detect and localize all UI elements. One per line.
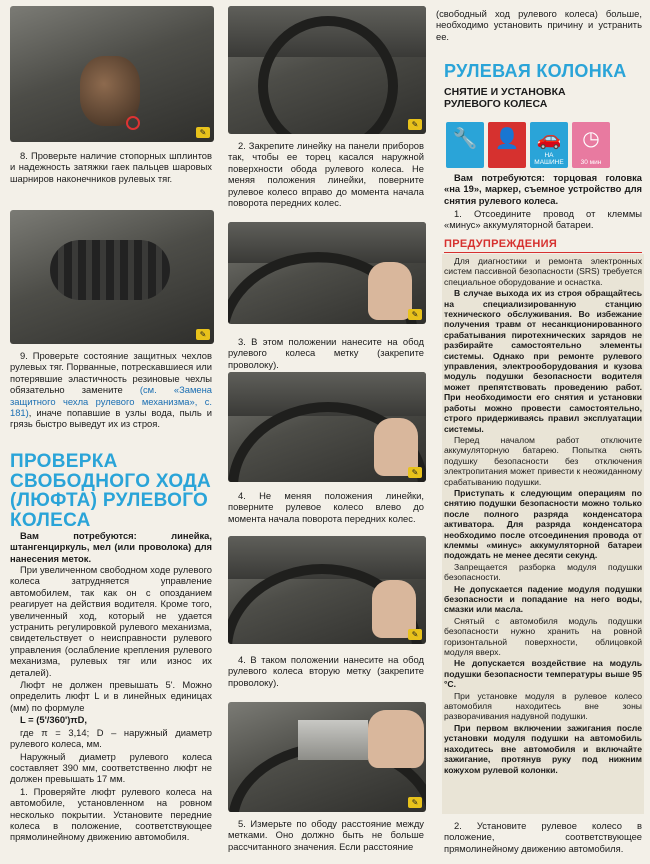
photo-ball-joint [10,6,214,142]
arrow-marker [126,116,140,130]
photo-steering-boot [10,210,214,344]
step-9: 9. Проверьте состояние защитных чехлов рулевых тяг. Порванные, потрескавшиеся или потерявшие эластичность резиновые чехлы обязательно замените (см. «Замена защитного чехла рулевого механизма», с. 181), иначе попавшие в узлы вода, пыль и грязь быстро выведут их из строя. [10,350,212,430]
tools-needed-column: Вам потребуются: торцовая головка «на 19», маркер, съемное устройство для снятия рулевого колеса. [444,172,642,206]
car-icon: 🚗 НА МАШИНЕ [530,122,568,168]
photo-ruler-right [228,222,426,324]
hand [368,262,412,320]
photo-ruler-left [228,536,426,644]
warning-9: При установке модуля в рулевое колесо автомобиля находитесь вне зоны разворачивания надувной подушки. [444,690,642,722]
warning-6: Не допускается падение модуля подушки безопасности и попадание на него воды, смазки или масла. [444,583,642,615]
wrench-badge-icon: ✎ [408,119,422,130]
caliper [298,720,368,760]
wrench-badge-icon: ✎ [196,127,210,138]
continued-text: (свободный ход рулевого колеса) больше, необходимо установить причину и устранить ее. [436,8,642,42]
wrench-badge-icon: ✎ [408,309,422,320]
warnings-title: ПРЕДУПРЕЖДЕНИЯ [444,238,558,250]
step-5: 5. Измерьте по ободу расстояние между метками. Оно должно быть не больше рассчитанного значения. Если расстояние [228,818,424,852]
rubber-boot [50,240,170,300]
photo-steering-wheel-1 [228,6,426,134]
step-2: 2. Закрепите линейку на панели приборов так, чтобы ее торец касался наружной поверхности обода рулевого колеса. Не меняя положения линейки, поверните рулевое колесо вправо до момента начала поворота передних колес. [228,140,424,209]
wrench-icon: 🔧 [446,122,484,168]
warning-10: При первом включении зажигания после установки модуля подушки на автомобиль находитесь вне автомобиля и включайте зажигание, протянув руку под нижним кожухом рулевой колонки. [444,722,642,775]
clock-icon: ◷ 30 мин [572,122,610,168]
warnings-text [444,256,642,776]
warning-1: Для диагностики и ремонта электронных систем пассивной безопасности (SRS) требуется специальное оборудование и оснастка. [444,256,642,287]
warning-8: Не допускается воздействие на модуль подушки безопасности температуры выше 95 °С. [444,658,642,690]
section-heading-steering-column: РУЛЕВАЯ КОЛОНКА [444,61,627,81]
warning-7: Снятый с автомобиля модуль подушки безопасности нужно хранить на ровной горизонтальной поверхности, облицовкой модуля вверх. [444,615,642,658]
step-4b: 4. В таком положении нанесите на обод рулевого колеса вторую метку (закрепите проволоку). [228,654,424,688]
para-limit: Люфт не должен превышать 5'. Можно определить люфт L и в линейных единицах (мм) по формуле [10,679,212,713]
para-pi: где π = 3,14; D – наружный диаметр рулевого колеса, мм. [10,726,212,750]
person-icon: 👤 [488,122,526,168]
wrench-badge-icon: ✎ [408,629,422,640]
warning-3: Перед началом работ отключите аккумуляторную батарею. Попытка снять подушку безопасности без отключения электропитания может привести к неожиданному срабатыванию подушки. [444,434,642,487]
tools-needed: Вам потребуются: линейка, штангенциркуль, мел (или проволока) для нанесения меток. [10,530,212,564]
photo-caliper [228,702,426,812]
step-2-wheel: 2. Установите рулевое колесо в положение, соответствующее прямолинейному движению автомобиля. [444,820,642,854]
photo-mark-1 [228,372,426,482]
step-3: 3. В этом положении нанесите на обод рулевого колеса метку (закрепите проволоку). [228,336,424,370]
wrench-badge-icon: ✎ [408,797,422,808]
para-freeplay: При увеличенном свободном ходе рулевого колеса затрудняется управление автомобилем, так как он с опозданием реагирует на действия водителя. Кроме того, увеличенный ход, который не удается устранить регулировкой рулевого механизма, свидетельствует о неисправности рулевого управления (ослабление крепления рулевого механизма, рулевых тяг или износ их деталей). [10,564,212,678]
wrench-badge-icon: ✎ [196,329,210,340]
step-8: 8. Проверьте наличие стопорных шплинтов и надежность затяжки гаек пальцев шаровых шарниров наконечников рулевых тяг. [10,150,212,184]
para-diameter: Наружный диаметр рулевого колеса составляет 390 мм, соответственно люфт не должен превышать 17 мм. [10,750,212,785]
wrench-badge-icon: ✎ [408,467,422,478]
crossref-link[interactable]: (см. «Замена защитного чехла рулевого механизма», с. 181) [10,384,212,419]
warnings-rule [444,252,642,253]
step-4: 4. Не меняя положения линейки, поверните рулевое колесо влево до момента начала поворота передних колес. [228,490,424,524]
info-icons [446,122,610,168]
formula: L = (5'/360')πD, [20,714,87,726]
step-1-battery: 1. Отсоедините провод от клеммы «минус» аккумуляторной батареи. [444,208,642,231]
warning-5: Запрещается разборка модуля подушки безопасности. [444,561,642,583]
subheading-removal: СНЯТИЕ И УСТАНОВКА РУЛЕВОГО КОЛЕСА [444,86,566,110]
section-heading-freeplay: ПРОВЕРКА СВОБОДНОГО ХОДА (ЛЮФТА) РУЛЕВОГО КОЛЕСА [10,451,212,531]
warning-4: Приступать к следующим операциям по снятию подушки безопасности можно только после полного разряда конденсатора активатора. Для разряда конденсатора необходимо после отсоединения провода от клеммы «минус» аккумуляторной батареи подождать не менее десяти секунд. [444,487,642,561]
warning-2: В случае выхода их из строя обращайтесь на специализированную станцию технического обслуживания. Во избежание получения травм от несанкционированного срабатывания пиротехнических зарядов не разбирайте самостоятельно элементы системы. Однако при ремонте рулевого управления, электрооборудования и кузова модуль подушки безопасности водителя может препятствовать проведению работ. При необходимости его снятия и установки работы можно провести самостоятельно, строго придерживаясь правил эксплуатации системы. [444,288,642,434]
step-1: 1. Проверяйте люфт рулевого колеса на автомобиле, установленном на ровном несколько покрытии. Установите передние колеса в положение, соответствующее прямолинейному движению автомобиля. [10,785,212,843]
